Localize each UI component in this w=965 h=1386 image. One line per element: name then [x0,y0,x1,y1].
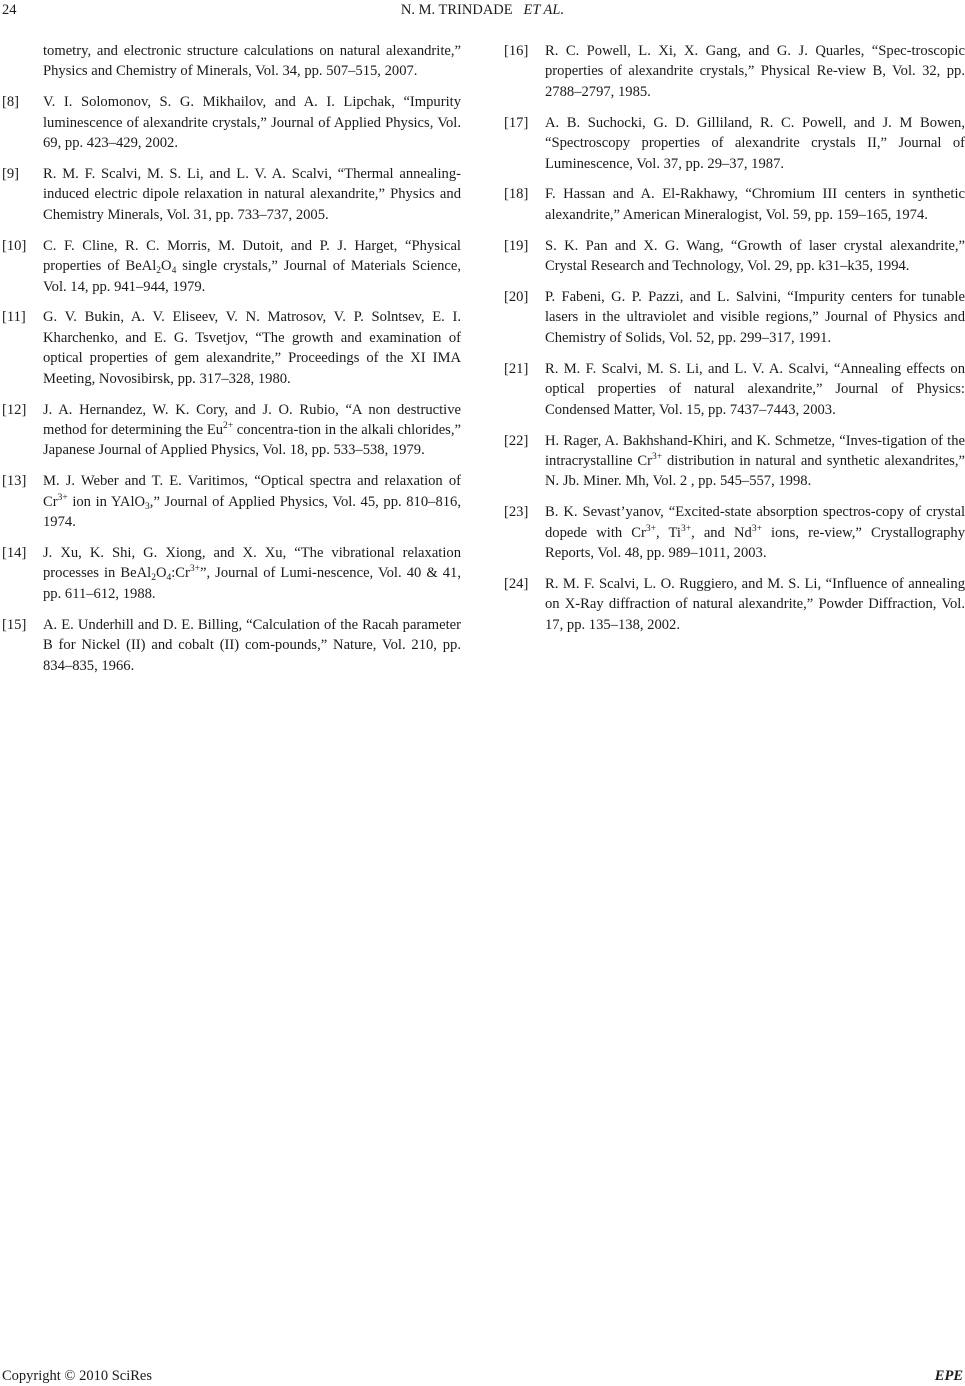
superscript: 2+ [223,421,234,431]
subscript: 2 [151,573,156,584]
reference-number: [12] [2,401,27,418]
page-number: 24 [2,2,17,18]
reference-number: [15] [2,616,27,633]
superscript: 3+ [189,564,200,575]
page-footer [0,1366,965,1386]
reference-text [43,471,461,532]
reference-number: [18] [504,186,529,203]
subscript: 2 [156,266,162,277]
reference-text: S. K. Pan and X. G. Wang, “Growth of laser crystal alexandrite,” Crystal Research and Technology, Vol. 29, pp. k31–k35, 1994. [545,237,965,275]
reference-text: F. Hassan and A. El-Rakhawy, “Chromium III centers in synthetic alexandrite,” American Mineralogist, Vol. 59, pp. 159–165, 1974. [545,186,965,223]
reference-number: [21] [504,360,529,377]
reference-number: [17] [504,114,529,131]
text-segment: single crystals,” Journal of Materials Science, Vol. 14, pp. 941–944, 1979. [43,258,461,295]
reference-17 [504,113,965,174]
reference-text: R. M. F. Scalvi, M. S. Li, and L. V. A. Scalvi, “Annealing effects on optical properties of natural alexandrite,” Journal of Physics: Condensed Matter, Vol. 15, pp. 7437–7443, 2003. [545,360,965,418]
reference-text: tometry, and electronic structure calculations on natural alexandrite,” Physics and Chemistry of Minerals, Vol. 34, pp. 507–515, 2007. [43,43,461,80]
reference-text [43,236,461,297]
reference-10 [2,236,461,297]
reference-number: [13] [2,473,27,490]
superscript: 3+ [57,492,68,503]
reference-19 [504,236,965,277]
reference-text [43,400,461,461]
running-head [0,0,965,20]
left-column [2,41,461,686]
superscript: 3+ [680,523,692,534]
reference-23 [504,502,965,563]
text-segment: O [161,258,172,275]
reference-number: [19] [504,237,529,254]
reference-text: R. M. F. Scalvi, L. O. Ruggiero, and M. S. Li, “Influence of annealing on X-Ray diffraction of natural alexandrite,” Powder Diffraction, Vol. 17, pp. 135–138, 2002. [545,575,965,633]
reference-text: V. I. Solomonov, S. G. Mikhailov, and A. I. Lipchak, “Impurity luminescence of alexandrite crystals,” Journal of Applied Physics, Vol. 69, pp. 423–429, 2002. [43,94,461,152]
text-segment: J. A. Hernandez, W. K. Cory, and J. O. Rubio, “A non destructive method for determining the Eu [43,401,461,438]
reference-text: P. Fabeni, G. P. Pazzi, and L. Salvini, “Impurity centers for tunable lasers in the ultraviolet and visible regions,” Journal of Physics and Chemistry of Solids, Vol. 52, pp. 299–317, 1991. [545,289,965,346]
author-name: N. M. TRINDADE [400,2,513,18]
reference-12 [2,400,461,461]
text-segment: distribution in natural and synthetic alexandrites,” N. Jb. Miner. Mh, Vol. 2 , pp. 545–557, 1998. [545,452,965,490]
text-segment: H. Rager, A. Bakhshand-Khiri, and K. Schmetze, “Inves-tigation of the intracrystalline Cr [545,432,965,469]
text-segment: J. Xu, K. Shi, G. Xiong, and X. Xu, “The vibrational relaxation processes in BeAl [43,545,461,582]
text-segment: :Cr [171,565,190,582]
subscript: 4 [171,266,177,277]
reference-number: [22] [504,432,529,449]
reference-text [545,502,965,563]
superscript: 3+ [751,523,762,534]
subscript: 4 [166,573,172,584]
right-column [504,41,965,646]
reference-text [545,431,965,492]
reference-22 [504,431,965,492]
running-head-authors [0,0,965,20]
journal-abbreviation: EPE [934,1368,963,1384]
reference-15 [2,615,461,676]
reference-text: A. B. Suchocki, G. D. Gilliland, R. C. Powell, and J. M Bowen, “Spectroscopy properties of alexandrite crystals II,” Journal of Luminescence, Vol. 37, pp. 29–37, 1987. [545,114,965,172]
text-segment: ”, Journal of Lumi-nescence, Vol. 40 & 41, pp. 611–612, 1988. [43,565,461,602]
reference-21 [504,359,965,420]
reference-14 [2,543,461,604]
text-segment: ,” Journal of Applied Physics, Vol. 45, pp. 810–816, 1974. [43,493,461,531]
text-segment: ion in YAlO [67,493,146,510]
reference-24 [504,574,965,635]
reference-number: [9] [2,166,20,183]
reference-number: [24] [504,575,529,592]
text-segment: concentra-tion in the alkali chlorides,” Japanese Journal of Applied Physics, Vol. 18, pp. 533–538, 1979. [43,422,461,459]
reference-13 [2,471,461,532]
text-segment: ions, re-view,” Crystallography Reports, Vol. 48, pp. 989–1011, 2003. [545,524,965,562]
text-segment: O [155,565,167,582]
reference-number: [10] [2,237,27,254]
reference-8 [2,92,461,153]
text-segment: , and Nd [691,524,752,541]
text-segment: , Ti [656,524,681,541]
superscript: 3+ [645,523,656,534]
subscript: 3 [145,501,150,512]
text-segment: B. K. Sevast’yanov, “Excited-state absorption spectros-copy of crystal dopede with Cr [545,504,965,541]
reference-number: [11] [2,309,26,326]
reference-text: G. V. Bukin, A. V. Eliseev, V. N. Matrosov, V. P. Solntsev, E. I. Kharchenko, and E. G. Tsvetjov, “The growth and examination of optical properties of gem alexandrite,” Proceedings of the XI IMA Meeting, Novosibirsk, pp. 317–328, 1980. [43,309,461,387]
reference-text: A. E. Underhill and D. E. Billing, “Calculation of the Racah parameter B for Nickel (II) and cobalt (II) com-pounds,” Nature, Vol. 210, pp. 834–835, 1966. [43,616,461,674]
et-al: ET AL. [523,2,565,18]
reference-text: R. C. Powell, L. Xi, X. Gang, and G. J. Quarles, “Spec-troscopic properties of alexandrite crystals,” Physical Re-view B, Vol. 32, pp. 2788–2797, 1985. [545,43,965,100]
reference-number: [8] [2,94,20,111]
reference-number: [23] [504,504,529,521]
superscript: 3+ [652,451,663,462]
reference-16 [504,41,965,102]
reference-20 [504,287,965,348]
reference-number: [20] [504,289,529,306]
text-segment: M. J. Weber and T. E. Varitimos, “Optical spectra and relaxation of Cr [43,473,461,510]
text-segment: C. F. Cline, R. C. Morris, M. Dutoit, and P. J. Harget, “Physical properties of BeAl [43,237,461,275]
reference-11 [2,307,461,389]
reference-9 [2,164,461,225]
reference-text: R. M. F. Scalvi, M. S. Li, and L. V. A. Scalvi, “Thermal annealing-induced electric dipole relaxation in natural alexandrite,” Physics and Chemistry Minerals, Vol. 31, pp. 733–737, 2005. [43,166,461,223]
reference-number: [16] [504,43,529,59]
reference-7-continuation [2,41,461,82]
reference-number: [14] [2,545,27,562]
copyright-notice: Copyright © 2010 SciRes [2,1368,152,1384]
reference-text [43,543,461,604]
reference-18 [504,184,965,225]
